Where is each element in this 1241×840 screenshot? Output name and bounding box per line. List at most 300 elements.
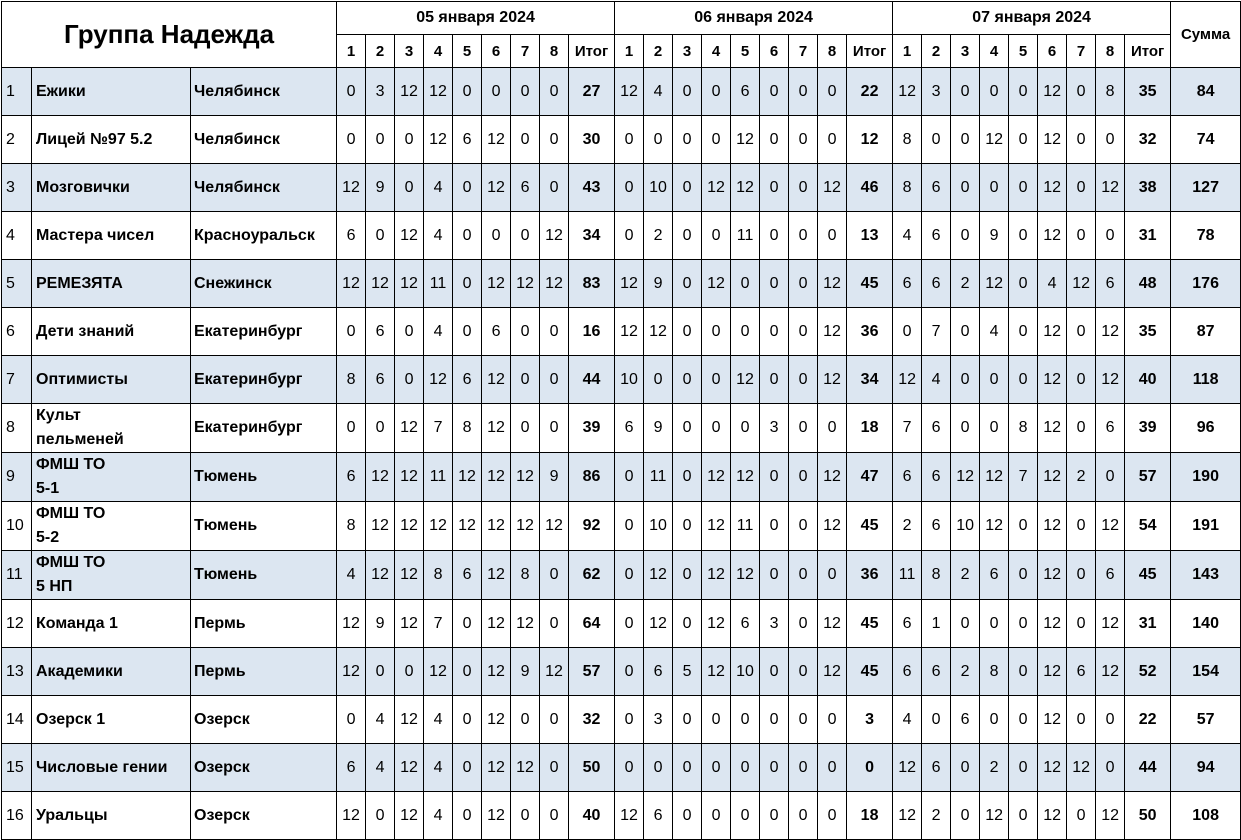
score-cell: 4	[424, 792, 453, 840]
team-name: Уральцы	[32, 792, 191, 840]
score-cell: 12	[482, 696, 511, 744]
day-3-problem-3-header: 3	[951, 35, 980, 68]
score-cell: 0	[1009, 164, 1038, 212]
score-cell: 4	[424, 744, 453, 792]
score-cell: 12	[893, 744, 922, 792]
score-cell: 2	[951, 260, 980, 308]
score-cell: 12	[395, 696, 424, 744]
row-number: 1	[2, 68, 32, 116]
score-cell: 12	[337, 164, 366, 212]
score-cell: 12	[482, 600, 511, 648]
score-cell: 0	[818, 792, 847, 840]
score-cell: 2	[644, 212, 673, 260]
score-cell: 0	[1096, 116, 1125, 164]
score-cell: 12	[1038, 792, 1067, 840]
table-row	[2, 648, 1241, 696]
score-cell: 12	[511, 260, 540, 308]
team-name: Лицей №97 5.2	[32, 116, 191, 164]
score-cell: 6	[922, 453, 951, 502]
day-2-total-header: Итог	[847, 35, 893, 68]
score-cell: 6	[893, 260, 922, 308]
score-cell: 12	[1038, 696, 1067, 744]
score-cell: 3	[760, 404, 789, 453]
score-cell: 12	[1038, 502, 1067, 551]
score-cell: 0	[673, 502, 702, 551]
score-cell: 12	[366, 453, 395, 502]
score-cell: 6	[337, 453, 366, 502]
score-cell: 12	[615, 68, 644, 116]
team-name: РЕМЕЗЯТА	[32, 260, 191, 308]
score-cell: 0	[760, 212, 789, 260]
score-cell: 0	[760, 308, 789, 356]
table-row	[2, 404, 1241, 453]
row-number: 2	[2, 116, 32, 164]
score-cell: 0	[366, 212, 395, 260]
score-cell: 12	[482, 502, 511, 551]
score-cell: 10	[615, 356, 644, 404]
score-cell: 0	[337, 404, 366, 453]
score-cell: 9	[366, 164, 395, 212]
score-cell: 0	[395, 164, 424, 212]
score-cell: 0	[789, 648, 818, 696]
score-cell: 9	[511, 648, 540, 696]
day-3-total: 39	[1125, 404, 1171, 453]
score-cell: 12	[615, 792, 644, 840]
day-1-total: 34	[569, 212, 615, 260]
score-cell: 6	[453, 356, 482, 404]
day-1-total: 92	[569, 502, 615, 551]
table-row	[2, 212, 1241, 260]
score-cell: 0	[760, 453, 789, 502]
team-city: Челябинск	[191, 68, 337, 116]
score-cell: 0	[482, 68, 511, 116]
score-cell: 11	[424, 453, 453, 502]
score-cell: 0	[453, 744, 482, 792]
score-cell: 11	[424, 260, 453, 308]
row-number: 6	[2, 308, 32, 356]
score-cell: 12	[702, 600, 731, 648]
score-cell: 0	[366, 116, 395, 164]
score-cell: 12	[540, 648, 569, 696]
row-number: 14	[2, 696, 32, 744]
score-cell: 12	[395, 68, 424, 116]
score-cell: 0	[453, 68, 482, 116]
score-cell: 0	[731, 404, 760, 453]
day-3-total: 35	[1125, 308, 1171, 356]
score-cell: 12	[1096, 648, 1125, 696]
score-cell: 11	[731, 502, 760, 551]
score-cell: 0	[615, 600, 644, 648]
score-cell: 0	[615, 696, 644, 744]
score-cell: 12	[366, 260, 395, 308]
score-cell: 11	[644, 453, 673, 502]
day-3-total: 22	[1125, 696, 1171, 744]
score-cell: 0	[951, 164, 980, 212]
day-1-problem-2-header: 2	[366, 35, 395, 68]
row-number: 13	[2, 648, 32, 696]
score-cell: 0	[922, 696, 951, 744]
score-cell: 0	[1009, 744, 1038, 792]
score-cell: 6	[1096, 404, 1125, 453]
score-cell: 0	[951, 212, 980, 260]
score-cell: 2	[922, 792, 951, 840]
day-1-total: 16	[569, 308, 615, 356]
score-cell: 3	[760, 600, 789, 648]
team-city: Челябинск	[191, 116, 337, 164]
grand-total: 154	[1171, 648, 1241, 696]
score-cell: 12	[644, 308, 673, 356]
score-cell: 12	[395, 404, 424, 453]
score-cell: 12	[980, 453, 1009, 502]
team-city: Екатеринбург	[191, 308, 337, 356]
score-cell: 0	[337, 696, 366, 744]
score-cell: 10	[951, 502, 980, 551]
team-name: Оптимисты	[32, 356, 191, 404]
score-cell: 0	[1067, 116, 1096, 164]
score-cell: 0	[1009, 502, 1038, 551]
day-3-total: 38	[1125, 164, 1171, 212]
score-cell: 0	[1067, 404, 1096, 453]
day-1-total: 86	[569, 453, 615, 502]
score-cell: 0	[615, 502, 644, 551]
score-cell: 2	[893, 502, 922, 551]
score-cell: 0	[511, 308, 540, 356]
score-cell: 0	[511, 116, 540, 164]
score-cell: 12	[702, 164, 731, 212]
score-cell: 12	[540, 502, 569, 551]
score-cell: 12	[818, 356, 847, 404]
score-cell: 4	[366, 696, 395, 744]
score-cell: 8	[893, 164, 922, 212]
score-cell: 0	[366, 404, 395, 453]
score-cell: 7	[922, 308, 951, 356]
day-1-problem-3-header: 3	[395, 35, 424, 68]
score-cell: 6	[1067, 648, 1096, 696]
score-cell: 0	[789, 68, 818, 116]
score-cell: 0	[789, 696, 818, 744]
score-cell: 0	[673, 744, 702, 792]
score-cell: 12	[337, 648, 366, 696]
day-3-problem-7-header: 7	[1067, 35, 1096, 68]
day-3-total: 50	[1125, 792, 1171, 840]
score-cell: 0	[1067, 600, 1096, 648]
table-row	[2, 260, 1241, 308]
grand-total: 74	[1171, 116, 1241, 164]
score-cell: 0	[731, 308, 760, 356]
score-cell: 12	[511, 744, 540, 792]
score-cell: 0	[615, 164, 644, 212]
score-cell: 0	[673, 696, 702, 744]
grand-total: 108	[1171, 792, 1241, 840]
score-cell: 0	[731, 260, 760, 308]
score-cell: 0	[644, 356, 673, 404]
score-cell: 0	[1009, 68, 1038, 116]
score-cell: 6	[951, 696, 980, 744]
day-3-problem-5-header: 5	[1009, 35, 1038, 68]
score-cell: 0	[980, 696, 1009, 744]
team-city: Озерск	[191, 792, 337, 840]
score-cell: 0	[615, 116, 644, 164]
table-row	[2, 453, 1241, 502]
score-cell: 10	[644, 502, 673, 551]
table-row	[2, 164, 1241, 212]
sum-header: Сумма	[1171, 2, 1241, 68]
day-2-problem-5-header: 5	[731, 35, 760, 68]
score-cell: 0	[1009, 212, 1038, 260]
score-cell: 9	[644, 260, 673, 308]
score-cell: 0	[980, 600, 1009, 648]
score-cell: 0	[893, 308, 922, 356]
score-cell: 12	[1096, 356, 1125, 404]
team-city: Тюмень	[191, 453, 337, 502]
score-cell: 12	[818, 164, 847, 212]
day-1-total: 44	[569, 356, 615, 404]
score-cell: 0	[1096, 744, 1125, 792]
day-1-problem-5-header: 5	[453, 35, 482, 68]
row-number: 11	[2, 551, 32, 600]
team-name: Ежики	[32, 68, 191, 116]
score-cell: 0	[1067, 356, 1096, 404]
score-cell: 12	[482, 453, 511, 502]
score-cell: 7	[424, 404, 453, 453]
score-cell: 0	[1067, 212, 1096, 260]
day-2-total: 18	[847, 792, 893, 840]
score-cell: 12	[818, 260, 847, 308]
score-cell: 0	[673, 356, 702, 404]
day-2-total: 45	[847, 648, 893, 696]
score-cell: 8	[893, 116, 922, 164]
score-cell: 0	[673, 551, 702, 600]
score-cell: 0	[673, 792, 702, 840]
score-cell: 0	[789, 502, 818, 551]
score-cell: 12	[424, 68, 453, 116]
score-cell: 12	[511, 502, 540, 551]
day-3-total: 48	[1125, 260, 1171, 308]
score-cell: 0	[1009, 696, 1038, 744]
score-cell: 12	[511, 600, 540, 648]
day-2-problem-8-header: 8	[818, 35, 847, 68]
row-number: 5	[2, 260, 32, 308]
score-cell: 0	[760, 68, 789, 116]
table-row	[2, 600, 1241, 648]
grand-total: 87	[1171, 308, 1241, 356]
day-2-total: 45	[847, 502, 893, 551]
score-cell: 0	[540, 404, 569, 453]
score-cell: 0	[1067, 68, 1096, 116]
score-cell: 12	[731, 453, 760, 502]
team-name: Культ пельменей	[32, 404, 191, 453]
score-cell: 0	[511, 212, 540, 260]
table-row	[2, 696, 1241, 744]
score-cell: 0	[1009, 792, 1038, 840]
score-cell: 0	[702, 68, 731, 116]
day-3-total: 32	[1125, 116, 1171, 164]
day-3-problem-4-header: 4	[980, 35, 1009, 68]
day-3-total: 35	[1125, 68, 1171, 116]
score-cell: 6	[922, 212, 951, 260]
score-cell: 12	[482, 792, 511, 840]
day-3-total: 31	[1125, 212, 1171, 260]
score-cell: 0	[337, 308, 366, 356]
team-city: Пермь	[191, 600, 337, 648]
day-3-total: 31	[1125, 600, 1171, 648]
score-cell: 12	[337, 600, 366, 648]
team-city: Пермь	[191, 648, 337, 696]
day-2-problem-3-header: 3	[673, 35, 702, 68]
row-number: 9	[2, 453, 32, 502]
score-cell: 0	[673, 164, 702, 212]
score-cell: 4	[893, 212, 922, 260]
score-cell: 12	[482, 404, 511, 453]
score-cell: 0	[1067, 792, 1096, 840]
score-cell: 7	[424, 600, 453, 648]
score-cell: 0	[395, 356, 424, 404]
score-cell: 12	[482, 356, 511, 404]
score-cell: 9	[366, 600, 395, 648]
score-cell: 0	[615, 744, 644, 792]
score-cell: 0	[1067, 308, 1096, 356]
day-3-header: 07 января 2024	[893, 2, 1171, 35]
score-cell: 0	[818, 404, 847, 453]
score-cell: 12	[1038, 453, 1067, 502]
score-cell: 12	[482, 744, 511, 792]
day-1-total: 62	[569, 551, 615, 600]
day-3-total: 44	[1125, 744, 1171, 792]
score-cell: 0	[789, 212, 818, 260]
team-name: ФМШ ТО 5-1	[32, 453, 191, 502]
score-cell: 12	[818, 600, 847, 648]
score-cell: 0	[540, 164, 569, 212]
score-cell: 12	[702, 648, 731, 696]
results-table	[1, 1, 1241, 840]
score-cell: 7	[1009, 453, 1038, 502]
score-cell: 12	[337, 260, 366, 308]
score-cell: 0	[1009, 600, 1038, 648]
score-cell: 12	[482, 116, 511, 164]
score-cell: 12	[424, 356, 453, 404]
score-cell: 0	[760, 744, 789, 792]
score-cell: 12	[395, 792, 424, 840]
score-cell: 0	[453, 308, 482, 356]
score-cell: 0	[453, 792, 482, 840]
score-cell: 0	[395, 116, 424, 164]
score-cell: 6	[615, 404, 644, 453]
score-cell: 0	[818, 212, 847, 260]
score-cell: 4	[424, 212, 453, 260]
score-cell: 12	[980, 116, 1009, 164]
grand-total: 118	[1171, 356, 1241, 404]
day-3-total: 45	[1125, 551, 1171, 600]
score-cell: 4	[980, 308, 1009, 356]
score-cell: 0	[1009, 308, 1038, 356]
grand-total: 94	[1171, 744, 1241, 792]
score-cell: 0	[482, 212, 511, 260]
score-cell: 12	[893, 68, 922, 116]
table-row	[2, 502, 1241, 551]
table-row	[2, 744, 1241, 792]
score-cell: 0	[395, 648, 424, 696]
score-cell: 9	[980, 212, 1009, 260]
score-cell: 0	[702, 356, 731, 404]
score-cell: 0	[1009, 260, 1038, 308]
row-number: 12	[2, 600, 32, 648]
score-cell: 12	[395, 744, 424, 792]
day-2-problem-7-header: 7	[789, 35, 818, 68]
table-row	[2, 792, 1241, 840]
score-cell: 0	[760, 551, 789, 600]
score-cell: 0	[702, 792, 731, 840]
score-cell: 12	[1038, 744, 1067, 792]
score-cell: 0	[760, 164, 789, 212]
score-cell: 4	[1038, 260, 1067, 308]
day-2-total: 34	[847, 356, 893, 404]
score-cell: 0	[818, 744, 847, 792]
row-number: 10	[2, 502, 32, 551]
score-cell: 0	[337, 116, 366, 164]
score-cell: 8	[453, 404, 482, 453]
score-cell: 12	[1038, 68, 1067, 116]
day-1-problem-6-header: 6	[482, 35, 511, 68]
score-cell: 12	[424, 648, 453, 696]
score-cell: 12	[1038, 600, 1067, 648]
row-number: 15	[2, 744, 32, 792]
score-cell: 12	[893, 792, 922, 840]
score-cell: 12	[366, 551, 395, 600]
score-cell: 6	[731, 68, 760, 116]
score-cell: 0	[1067, 551, 1096, 600]
score-cell: 12	[615, 308, 644, 356]
score-cell: 6	[644, 792, 673, 840]
score-cell: 0	[951, 744, 980, 792]
team-city: Красноуральск	[191, 212, 337, 260]
day-3-total: 40	[1125, 356, 1171, 404]
day-2-total: 45	[847, 260, 893, 308]
score-cell: 0	[760, 502, 789, 551]
score-cell: 0	[789, 164, 818, 212]
table-row	[2, 308, 1241, 356]
score-cell: 0	[511, 792, 540, 840]
row-number: 8	[2, 404, 32, 453]
score-cell: 2	[980, 744, 1009, 792]
score-cell: 12	[1038, 164, 1067, 212]
score-cell: 10	[644, 164, 673, 212]
score-cell: 12	[453, 502, 482, 551]
score-cell: 12	[453, 453, 482, 502]
score-cell: 12	[980, 502, 1009, 551]
score-cell: 0	[511, 68, 540, 116]
score-cell: 0	[702, 404, 731, 453]
score-cell: 9	[540, 453, 569, 502]
score-cell: 12	[818, 453, 847, 502]
score-cell: 0	[1009, 648, 1038, 696]
score-cell: 12	[395, 502, 424, 551]
score-cell: 12	[702, 502, 731, 551]
score-cell: 4	[922, 356, 951, 404]
day-2-total: 12	[847, 116, 893, 164]
score-cell: 11	[731, 212, 760, 260]
score-cell: 12	[731, 356, 760, 404]
score-cell: 12	[1096, 792, 1125, 840]
score-cell: 0	[540, 116, 569, 164]
score-cell: 12	[1038, 116, 1067, 164]
day-1-problem-8-header: 8	[540, 35, 569, 68]
score-cell: 8	[511, 551, 540, 600]
score-cell: 0	[453, 696, 482, 744]
score-cell: 0	[673, 116, 702, 164]
team-city: Снежинск	[191, 260, 337, 308]
score-cell: 0	[951, 356, 980, 404]
score-cell: 0	[980, 356, 1009, 404]
